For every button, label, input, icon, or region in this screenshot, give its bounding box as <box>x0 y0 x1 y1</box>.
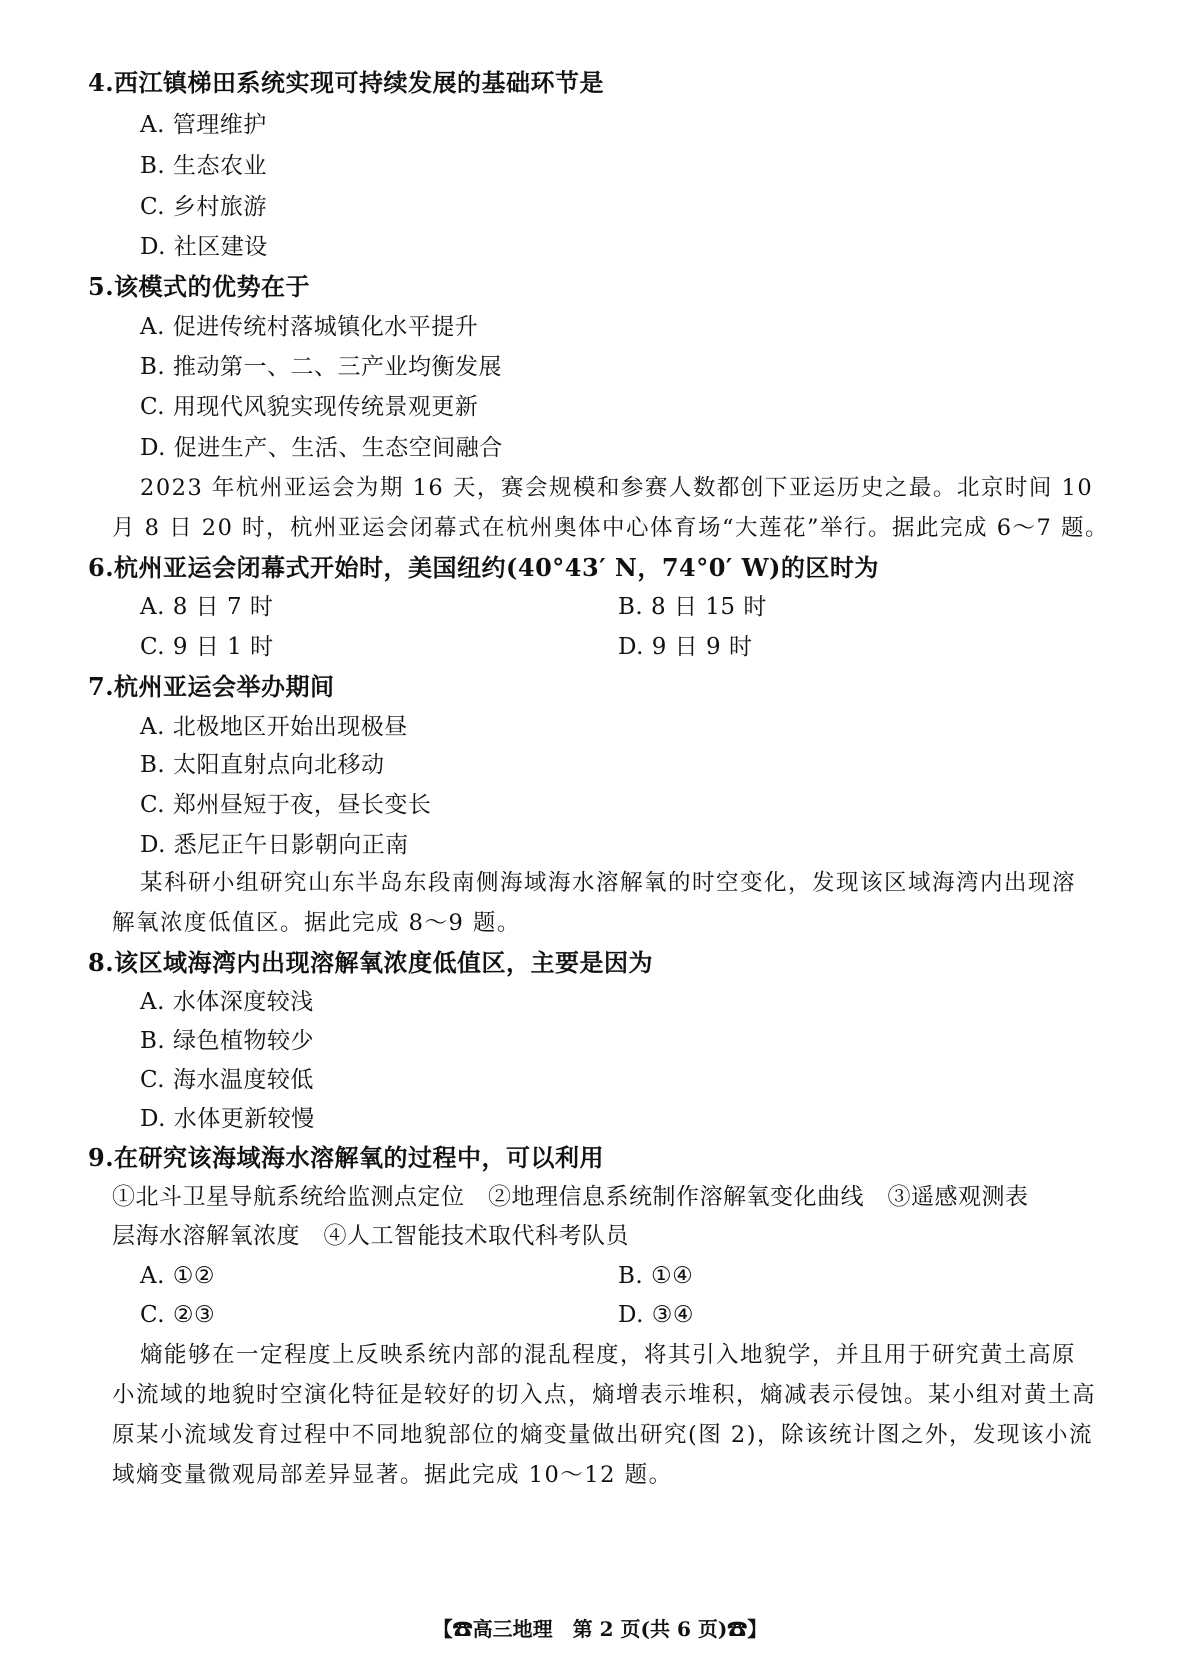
question-8-option-b: B. 绿色植物较少 <box>140 1028 315 1054</box>
question-6-option-b: B. 8 日 15 时 <box>618 594 767 620</box>
question-4-option-a: A. 管理维护 <box>140 112 267 138</box>
question-9-option-d: D. ③④ <box>618 1302 694 1328</box>
question-5-option-a: A. 促进传统村落城镇化水平提升 <box>140 314 479 340</box>
question-4-option-d: D. 社区建设 <box>140 234 268 260</box>
question-7-option-b: B. 太阳直射点向北移动 <box>140 752 385 778</box>
question-6-option-c: C. 9 日 1 时 <box>140 634 274 660</box>
question-8-stem: 8.该区域海湾内出现溶解氧浓度低值区，主要是因为 <box>88 948 654 977</box>
passage-8-9-line-1: 某科研小组研究山东半岛东段南侧海域海水溶解氧的时空变化，发现该区域海湾内出现溶 <box>140 870 1077 896</box>
question-5-option-d: D. 促进生产、生活、生态空间融合 <box>140 435 503 461</box>
question-4-option-c: C. 乡村旅游 <box>140 194 267 220</box>
passage-6-7-line-1: 2023 年杭州亚运会为期 16 天，赛会规模和参赛人数都创下亚运历史之最。北京时间 10 <box>140 475 1094 501</box>
passage-6-7-line-2: 月 8 日 20 时，杭州亚运会闭幕式在杭州奥体中心体育场“大莲花”举行。据此完成 6～7 题。 <box>112 515 1109 541</box>
question-4-option-b: B. 生态农业 <box>140 153 268 179</box>
question-5-stem: 5.该模式的优势在于 <box>88 272 311 301</box>
question-6-option-d: D. 9 日 9 时 <box>618 634 753 660</box>
question-9-option-b: B. ①④ <box>618 1263 694 1289</box>
page-footer: 【☎高三地理 第 2 页(共 6 页)☎】 <box>432 1617 768 1641</box>
question-9-items-line-1: ①北斗卫星导航系统给监测点定位 ②地理信息系统制作溶解氧变化曲线 ③遥感观测表 <box>112 1184 1029 1210</box>
question-9-stem: 9.在研究该海域海水溶解氧的过程中，可以利用 <box>88 1143 605 1172</box>
question-7-stem: 7.杭州亚运会举办期间 <box>88 672 335 701</box>
passage-8-9-line-2: 解氧浓度低值区。据此完成 8～9 题。 <box>112 910 521 936</box>
question-5-option-c: C. 用现代风貌实现传统景观更新 <box>140 394 479 420</box>
question-7-option-c: C. 郑州昼短于夜，昼长变长 <box>140 792 432 818</box>
passage-10-12-line-4: 域熵变量微观局部差异显著。据此完成 10～12 题。 <box>112 1462 673 1488</box>
passage-10-12-line-2: 小流域的地貌时空演化特征是较好的切入点，熵增表示堆积，熵减表示侵蚀。某小组对黄土高 <box>112 1382 1097 1408</box>
question-5-option-b: B. 推动第一、二、三产业均衡发展 <box>140 354 503 380</box>
question-6-option-a: A. 8 日 7 时 <box>140 594 274 620</box>
question-8-option-d: D. 水体更新较慢 <box>140 1106 315 1132</box>
question-8-option-a: A. 水体深度较浅 <box>140 989 314 1015</box>
question-9-option-a: A. ①② <box>140 1263 215 1289</box>
passage-10-12-line-3: 原某小流域发育过程中不同地貌部位的熵变量做出研究(图 2)，除该统计图之外，发现该小流 <box>112 1422 1094 1448</box>
question-6-stem: 6.杭州亚运会闭幕式开始时，美国纽约(40°43′ N，74°0′ W)的区时为 <box>88 553 879 582</box>
question-4-stem: 4.西江镇梯田系统实现可持续发展的基础环节是 <box>88 68 605 97</box>
question-8-option-c: C. 海水温度较低 <box>140 1067 314 1093</box>
question-9-option-c: C. ②③ <box>140 1302 216 1328</box>
question-7-option-a: A. 北极地区开始出现极昼 <box>140 714 408 740</box>
passage-10-12-line-1: 熵能够在一定程度上反映系统内部的混乱程度，将其引入地貌学，并且用于研究黄土高原 <box>140 1342 1077 1368</box>
question-9-items-line-2: 层海水溶解氧浓度 ④人工智能技术取代科考队员 <box>112 1223 629 1249</box>
question-7-option-d: D. 悉尼正午日影朝向正南 <box>140 832 409 858</box>
